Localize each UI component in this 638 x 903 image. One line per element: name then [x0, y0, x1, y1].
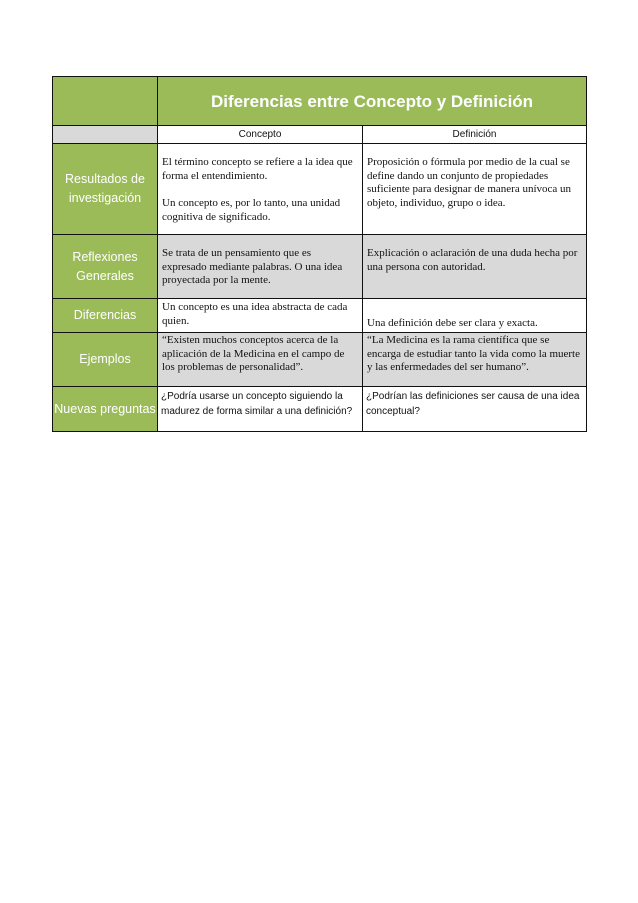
row-label-ejemplos: Ejemplos — [53, 333, 158, 387]
column-header-row — [53, 126, 587, 144]
row-diferencias — [53, 299, 587, 333]
concept-paragraph-2: Un concepto es, por lo tanto, una unidad cognitiva de significado. — [162, 197, 341, 223]
row-label-diferencias: Diferencias — [53, 299, 158, 333]
cell-reflexiones-definition: Explicación o aclaración de una duda hecha por una persona con autoridad. — [363, 235, 587, 299]
column-header-concept: Concepto — [158, 126, 363, 144]
cell-reflexiones-concept: Se trata de un pensamiento que es expresado mediante palabras. O una idea proyectada por la mente. — [158, 235, 363, 299]
title-row — [53, 77, 587, 126]
cell-diferencias-concept: Un concepto es una idea abstracta de cada quien. — [158, 299, 363, 333]
cell-diferencias-definition: Una definición debe ser clara y exacta. — [363, 299, 587, 333]
row-label-reflexiones: Reflexiones Generales — [53, 235, 158, 299]
header-corner-cell — [53, 126, 158, 144]
row-preguntas — [53, 387, 587, 432]
cell-resultados-concept — [158, 144, 363, 235]
comparison-table — [52, 76, 587, 432]
row-reflexiones — [53, 235, 587, 299]
cell-preguntas-concept: ¿Podría usarse un concepto siguiendo la madurez de forma similar a una definición? — [158, 387, 363, 432]
row-ejemplos — [53, 333, 587, 387]
cell-preguntas-definition: ¿Podrían las definiciones ser causa de una idea conceptual? — [363, 387, 587, 432]
column-header-definition: Definición — [363, 126, 587, 144]
title-corner-cell — [53, 77, 158, 126]
row-label-preguntas: Nuevas preguntas — [53, 387, 158, 432]
cell-resultados-definition: Proposición o fórmula por medio de la cual se define dando un conjunto de propiedades suficiente para designar de manera unívoca un objeto, individuo, grupo o idea. — [363, 144, 587, 235]
cell-ejemplos-concept: “Existen muchos conceptos acerca de la aplicación de la Medicina en el campo de los problemas de personalidad”. — [158, 333, 363, 387]
table-title: Diferencias entre Concepto y Definición — [158, 77, 587, 126]
row-label-resultados: Resultados de investigación — [53, 144, 158, 235]
cell-ejemplos-definition: “La Medicina es la rama científica que se encarga de estudiar tanto la vida como la muerte y las enfermedades del ser humano”. — [363, 333, 587, 387]
row-resultados — [53, 144, 587, 235]
concept-paragraph-1: El término concepto se refiere a la idea que forma el entendimiento. — [162, 156, 353, 182]
